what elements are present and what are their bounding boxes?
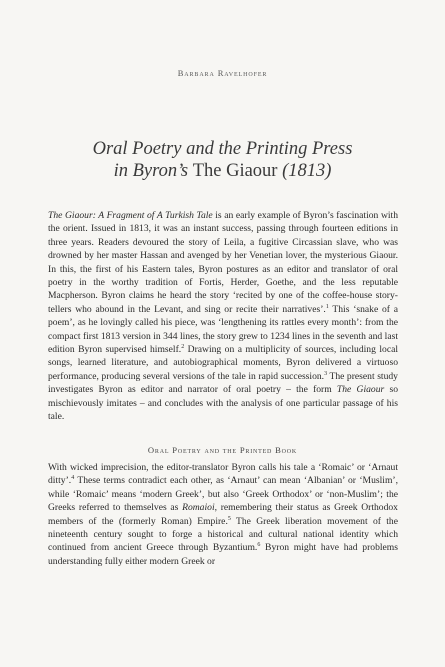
section-heading: Oral Poetry and the Printed Book bbox=[147, 445, 298, 455]
footnote-ref-1: 1 bbox=[325, 303, 329, 310]
footnote-ref-2: 2 bbox=[181, 344, 185, 351]
chapter-title-line-2 bbox=[0, 160, 445, 182]
chapter-title-line-1: Oral Poetry and the Printing Press bbox=[92, 139, 353, 159]
body-paragraph-1 bbox=[48, 209, 398, 424]
title-date: (1813) bbox=[277, 161, 332, 181]
running-header-author: Barbara Ravelhofer bbox=[177, 68, 268, 78]
paragraph-text: These terms contradict each other, as ‘Arnaut’ can mean ‘Albanian’ or ‘Muslim’, while ‘Romaic’ means ‘modern Greek’, but also ‘Greek Orthodox’ or ‘non-Muslim’; the Greeks referred to themselves as bbox=[48, 475, 398, 514]
title-work-name: The Giaour bbox=[192, 161, 278, 181]
paragraph-text: This ‘snake of a poem’, as he lovingly called his piece, was ‘lengthening its rattles every month’: from the compact first 1813 version in 344 lines, the story grew to 1234 lines in the seventh and last edition Byron supervised himself. bbox=[48, 303, 398, 356]
work-reference: The Giaour bbox=[336, 384, 385, 396]
body-paragraph-2 bbox=[48, 461, 398, 568]
footnote-ref-5: 5 bbox=[227, 515, 231, 522]
chapter-title bbox=[0, 138, 445, 182]
footnote-ref-6: 6 bbox=[257, 542, 261, 549]
footnote-ref-4: 4 bbox=[71, 475, 75, 482]
work-title: The Giaour: A Fragment of A Turkish Tale bbox=[48, 210, 213, 221]
paragraph-text: so mischievously imitates – and concludes with the analysis of one particular passage of his tale. bbox=[48, 384, 398, 423]
paragraph-text: , remembering their status as Greek Orthodox members of the (formerly Roman) Empire. bbox=[48, 502, 398, 527]
paragraph-text: Byron might have had problems understanding fully either modern Greek or bbox=[48, 542, 399, 567]
footnote-ref-3: 3 bbox=[324, 370, 328, 377]
paragraph-text: Drawing on a multiplicity of sources, including local songs, learned literature, and autobiographical moments, Byron delivered a virtuoso performance, producing several versions of the tale in rapid succession. bbox=[48, 344, 398, 382]
paragraph-text: The present study investigates Byron as editor and narrator of oral poetry – the form bbox=[48, 370, 398, 396]
paragraph-text: is an early example of Byron’s fascination with the orient. Issued in 1813, it was an instant success, passing through fourteen editions in three years. Readers devoured the story of Leila, a fugitive Circassian slave, who was drowned by her master Hassan and avenged by her Venetian lover, the mysterious Giaour. In this, the first of his Eastern tales, Byron postures as an editor and translator of oral poetry in the worthy tradition of Fortis, Herder, Goethe, and the less reputable Macpherson. Byron claims he heard the story ‘recited by one of the coffee-house story-tellers who abound in the Levant, and sing or recite their narratives’. bbox=[48, 210, 398, 315]
title-prefix: in Byron’s bbox=[113, 161, 193, 181]
term-romaioi: Romaioi bbox=[182, 502, 215, 514]
paragraph-text: The Greek liberation movement of the nineteenth century sought to forge a historical and cultural national identity which continued from ancient Greece through Byzantium. bbox=[48, 515, 398, 554]
paragraph-text: With wicked imprecision, the editor-translator Byron calls his tale a ‘Romaic’ or ‘Arnaut ditty’. bbox=[48, 462, 398, 487]
